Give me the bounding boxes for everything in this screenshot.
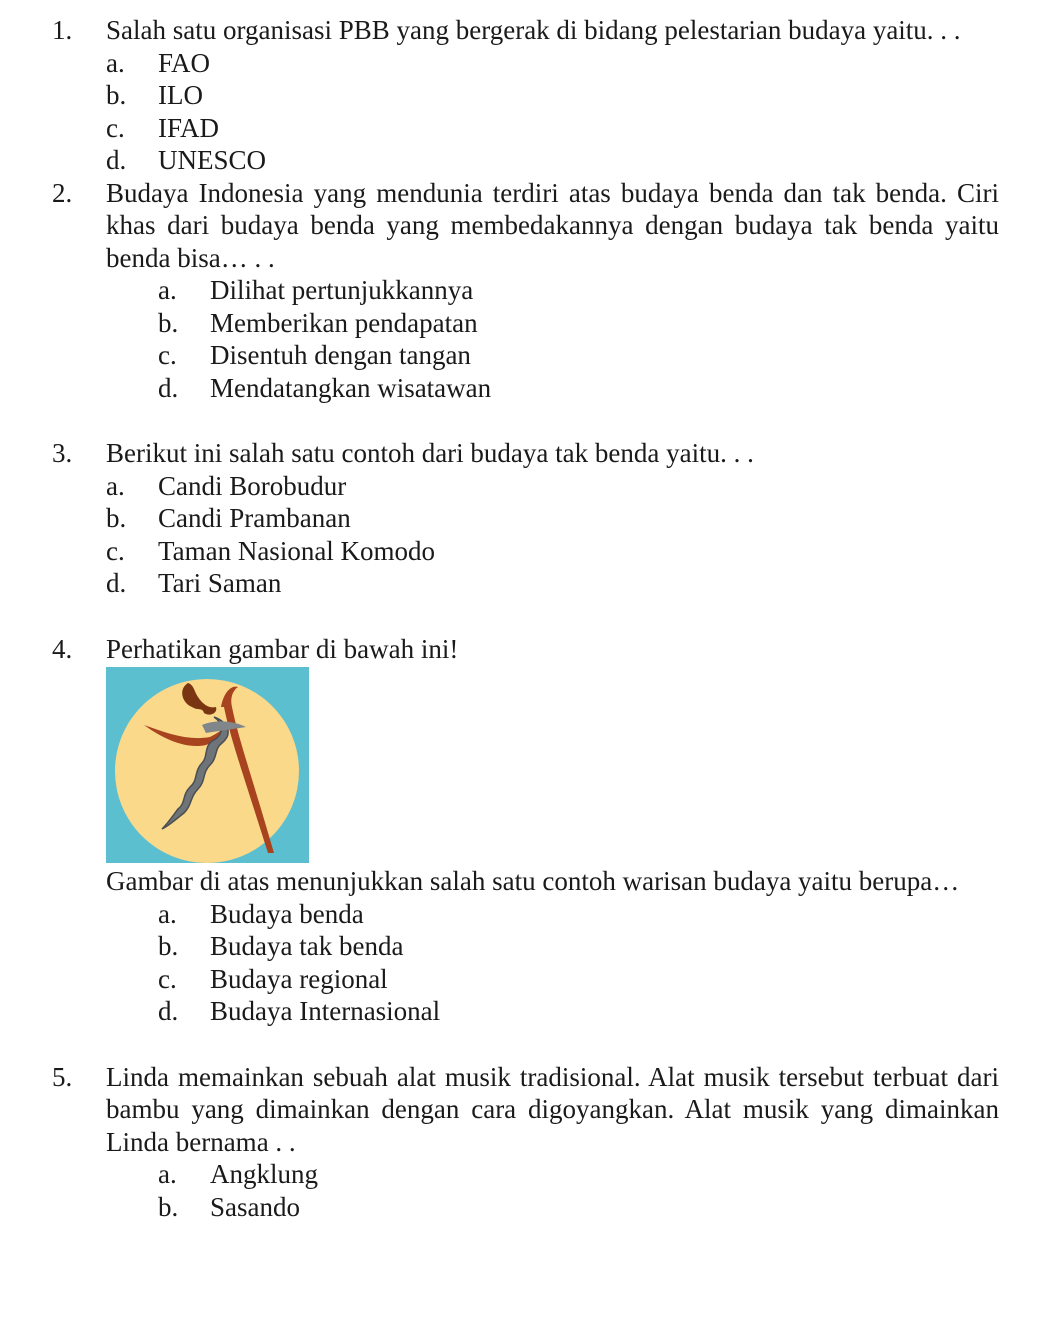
option-d[interactable] — [106, 567, 999, 600]
option-list — [106, 274, 999, 404]
question-number: 4. — [52, 633, 73, 664]
question-stem-continued: Gambar di atas menunjukkan salah satu contoh warisan budaya yaitu berupa… — [106, 866, 960, 896]
option-letter: b. — [106, 503, 127, 533]
option-letter: d. — [106, 145, 127, 175]
option-text: IFAD — [158, 112, 220, 143]
option-list — [106, 898, 999, 1028]
option-c[interactable] — [158, 963, 999, 996]
option-b[interactable] — [158, 307, 999, 340]
option-letter: d. — [106, 568, 127, 598]
option-d[interactable] — [158, 995, 999, 1028]
option-list — [106, 47, 999, 177]
option-text: Budaya regional — [210, 963, 388, 994]
question-stem: Berikut ini salah satu contoh dari budaya tak benda yaitu. . . — [106, 438, 754, 468]
option-letter: b. — [158, 307, 179, 338]
option-b[interactable] — [158, 930, 999, 963]
question-number: 2. — [52, 177, 73, 208]
option-a[interactable] — [158, 898, 999, 931]
spacer — [52, 600, 999, 633]
option-letter: b. — [158, 931, 179, 961]
option-text: ILO — [158, 80, 203, 110]
option-list — [106, 1158, 999, 1223]
option-text: Budaya benda — [210, 898, 364, 929]
option-text: Sasando — [210, 1191, 300, 1222]
option-letter: b. — [158, 1191, 179, 1222]
spacer — [52, 404, 999, 437]
option-text: Budaya tak benda — [210, 931, 404, 961]
option-letter: a. — [106, 47, 125, 78]
option-list — [106, 470, 999, 600]
question-number: 3. — [52, 438, 73, 468]
option-text: Memberikan pendapatan — [210, 307, 478, 338]
question-number: 1. — [52, 15, 73, 45]
option-b[interactable] — [106, 502, 999, 535]
option-c[interactable] — [106, 112, 999, 145]
option-text: Dilihat pertunjukkannya — [210, 275, 474, 305]
spacer — [52, 1028, 999, 1061]
option-d[interactable] — [106, 144, 999, 177]
option-d[interactable] — [158, 372, 999, 405]
option-letter: a. — [158, 1159, 177, 1189]
option-text: Mendatangkan wisatawan — [210, 372, 492, 403]
option-text: Taman Nasional Komodo — [158, 535, 436, 566]
question-1 — [52, 14, 999, 177]
option-a[interactable] — [106, 47, 999, 80]
option-text: Budaya Internasional — [210, 996, 441, 1026]
option-text: Tari Saman — [158, 568, 282, 598]
option-letter: b. — [106, 80, 127, 110]
option-a[interactable] — [158, 274, 999, 307]
question-stem: Perhatikan gambar di bawah ini! — [106, 633, 459, 664]
option-text: UNESCO — [158, 145, 267, 175]
question-number: 5. — [52, 1061, 73, 1092]
option-text: Disentuh dengan tangan — [210, 340, 471, 370]
question-stem: Salah satu organisasi PBB yang bergerak di bidang pelestarian budaya yaitu. . . — [106, 15, 961, 45]
option-letter: a. — [158, 898, 177, 929]
option-c[interactable] — [106, 535, 999, 568]
option-letter: c. — [106, 112, 125, 143]
option-text: FAO — [158, 47, 211, 78]
option-a[interactable] — [158, 1158, 999, 1191]
keris-icon — [106, 667, 309, 863]
option-text: Angklung — [210, 1159, 318, 1189]
question-2 — [52, 177, 999, 405]
option-text: Candi Borobudur — [158, 470, 347, 501]
option-text: Candi Prambanan — [158, 503, 351, 533]
option-a[interactable] — [106, 470, 999, 503]
option-b[interactable] — [106, 79, 999, 112]
option-letter: c. — [158, 963, 177, 994]
option-letter: a. — [106, 470, 125, 501]
option-b[interactable] — [158, 1191, 999, 1224]
option-letter: c. — [106, 535, 125, 566]
option-letter: c. — [158, 340, 177, 370]
option-letter: a. — [158, 275, 177, 305]
question-4 — [52, 633, 999, 1028]
question-3 — [52, 437, 999, 600]
question-stem: Linda memainkan sebuah alat musik tradisional. Alat musik tersebut terbuat dari bambu yang dimainkan dengan cara digoyangkan. Alat musik yang dimainkan Linda bernama . . — [106, 1061, 999, 1157]
option-c[interactable] — [158, 339, 999, 372]
option-letter: d. — [158, 996, 179, 1026]
question-stem: Budaya Indonesia yang mendunia terdiri atas budaya benda dan tak benda. Ciri khas dari budaya benda yang membedakannya dengan budaya tak benda yaitu benda bisa… . . — [106, 177, 999, 273]
question-5 — [52, 1061, 999, 1224]
option-letter: d. — [158, 372, 179, 403]
